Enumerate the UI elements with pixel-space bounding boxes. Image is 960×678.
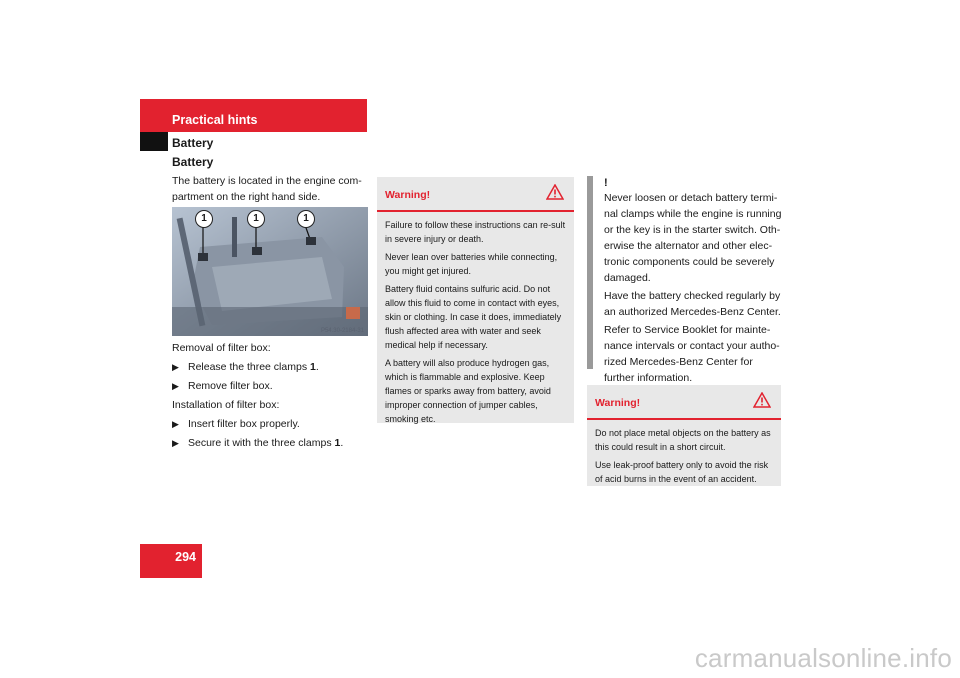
warning-triangle-icon bbox=[753, 392, 771, 413]
installation-step-2 bbox=[172, 435, 372, 451]
chapter-title: Practical hints bbox=[172, 113, 258, 127]
step-arrow-icon: ▶ bbox=[172, 381, 179, 391]
removal-heading: Removal of filter box: bbox=[172, 342, 271, 354]
battery-photo bbox=[172, 207, 368, 336]
warning-body bbox=[587, 420, 781, 496]
warning-triangle-icon bbox=[546, 184, 564, 205]
note-paragraph: Never loosen or detach battery termi-nal clamps while the engine is running or the key is in the starter switch. Oth-erwise the alternator and other elec-tronic components could be severely damaged. bbox=[604, 192, 782, 284]
warning-box-1 bbox=[377, 177, 574, 423]
removal-step-2 bbox=[172, 378, 372, 394]
warning-box-2 bbox=[587, 385, 781, 486]
callout-2: 1 bbox=[247, 210, 265, 228]
section-title: Battery bbox=[172, 136, 214, 150]
step-label: Secure it with the three clamps bbox=[188, 437, 335, 449]
warning-paragraph: Battery fluid contains sulfuric acid. Do not allow this fluid to come in contact with eyes, skin or clothing. In case it does, immediately flush affected area with water and seek medical help if necessary. bbox=[385, 284, 562, 350]
clamp-ref: 1 bbox=[309, 361, 316, 373]
installation-heading: Installation of filter box: bbox=[172, 399, 280, 411]
step-label: Insert filter box properly. bbox=[188, 418, 300, 430]
warning-header bbox=[377, 177, 574, 212]
warning-paragraph: Use leak-proof battery only to avoid the risk of acid burns in the event of an accident. bbox=[595, 460, 769, 484]
clamp-ref: 1 bbox=[334, 437, 341, 449]
warning-header bbox=[587, 385, 781, 420]
warning-paragraph: Do not place metal objects on the battery as this could result in a short circuit. bbox=[595, 428, 771, 452]
page-number: 294 bbox=[175, 550, 196, 564]
step-label: Release the three clamps bbox=[188, 361, 310, 373]
warning-paragraph: A battery will also produce hydrogen gas, which is flammable and explosive. Keep flames or sparks away from battery, avoid improper connection of jumper cables, smoking etc. bbox=[385, 358, 551, 424]
step-arrow-icon: ▶ bbox=[172, 438, 179, 448]
step-arrow-icon: ▶ bbox=[172, 419, 179, 429]
warning-title: Warning! bbox=[595, 397, 641, 409]
intro-text: The battery is located in the engine com-partment on the right hand side. bbox=[172, 175, 362, 203]
figure-code: P54.30-2184-31 bbox=[320, 328, 364, 334]
warning-paragraph: Never lean over batteries while connecting, you might get injured. bbox=[385, 252, 558, 276]
note-exclamation-icon: ! bbox=[604, 177, 608, 189]
warning-paragraph: Failure to follow these instructions can re-sult in severe injury or death. bbox=[385, 220, 566, 244]
note-bar bbox=[587, 176, 593, 369]
step-end: . bbox=[315, 361, 319, 373]
callout-3: 1 bbox=[297, 210, 315, 228]
subsection-title: Battery bbox=[172, 155, 214, 169]
removal-step-1 bbox=[172, 359, 372, 375]
step-arrow-icon: ▶ bbox=[172, 362, 179, 372]
step-end: . bbox=[340, 437, 344, 449]
watermark: carmanualsonline.info bbox=[694, 643, 952, 673]
step-text bbox=[188, 359, 319, 375]
warning-body bbox=[377, 212, 574, 436]
installation-step-1 bbox=[172, 416, 372, 432]
step-label: Remove filter box. bbox=[188, 380, 273, 392]
warning-title: Warning! bbox=[385, 189, 431, 201]
step-text bbox=[188, 435, 343, 451]
note-paragraph: Have the battery checked regularly by an authorized Mercedes-Benz Center. bbox=[604, 290, 781, 318]
chapter-tab-marker bbox=[140, 132, 168, 151]
note-paragraph: Refer to Service Booklet for mainte-nance intervals or contact your autho-rized Mercedes-Benz Center for further information. bbox=[604, 324, 780, 384]
page-number-box bbox=[140, 544, 202, 578]
note-box bbox=[604, 176, 786, 388]
callout-1: 1 bbox=[195, 210, 213, 228]
procedure bbox=[172, 340, 372, 454]
